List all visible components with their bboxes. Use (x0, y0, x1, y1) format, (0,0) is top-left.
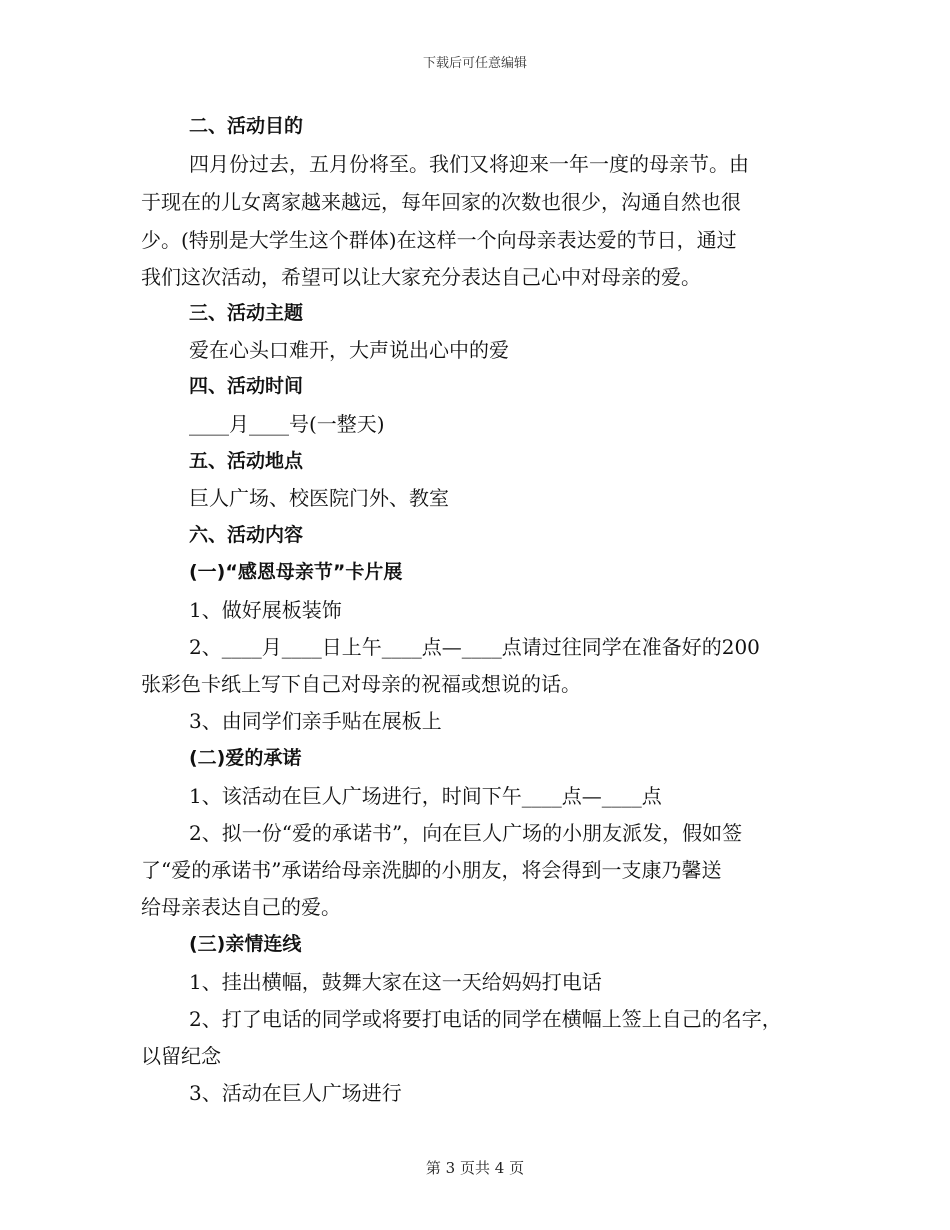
subsection-b-title: (二)爱的承诺 (189, 747, 302, 769)
paragraph-line: 爱在心头口难开，大声说出心中的爱 (189, 338, 509, 362)
paragraph-line: ____月____号(一整天) (189, 412, 385, 436)
section-4-title: 四、活动时间 (189, 375, 304, 397)
paragraph-line: 于现在的儿女离家越来越远，每年回家的次数也很少，沟通自然也很 (141, 190, 741, 214)
paragraph-line: 给母亲表达自己的爱。 (141, 895, 341, 919)
paragraph-line: 四月份过去，五月份将至。我们又将迎来一年一度的母亲节。由 (189, 152, 749, 176)
page-header-note: 下载后可任意编辑 (422, 56, 527, 71)
section-2-title: 二、活动目的 (189, 115, 304, 137)
list-item: 2、____月____日上午____点—____点请过往同学在准备好的200 (189, 635, 760, 659)
list-item: 3、由同学们亲手贴在展板上 (189, 709, 442, 733)
section-6-title: 六、活动内容 (189, 524, 304, 546)
subsection-a-title: (一)“感恩母亲节”卡片展 (189, 561, 403, 583)
paragraph-line: 少。(特别是大学生这个群体)在这样一个向母亲表达爱的节日，通过 (141, 228, 737, 252)
list-item: 1、该活动在巨人广场进行，时间下午____点—____点 (189, 784, 662, 808)
list-item: 3、活动在巨人广场进行 (189, 1081, 402, 1105)
paragraph-line: 张彩色卡纸上写下自己对母亲的祝福或想说的话。 (141, 672, 581, 696)
page-number: 第 3 页共 4 页 (425, 1159, 525, 1177)
section-3-title: 三、活动主题 (189, 302, 304, 324)
paragraph-line: 巨人广场、校医院门外、教室 (189, 486, 449, 510)
list-item: 1、做好展板装饰 (189, 598, 342, 622)
paragraph-line: 我们这次活动，希望可以让大家充分表达自己心中对母亲的爱。 (141, 265, 701, 289)
list-item: 1、挂出横幅，鼓舞大家在这一天给妈妈打电话 (189, 970, 602, 994)
paragraph-line: 了“爱的承诺书”承诺给母亲洗脚的小朋友，将会得到一支康乃馨送 (141, 858, 722, 882)
list-item: 2、打了电话的同学或将要打电话的同学在横幅上签上自己的名字， (189, 1007, 782, 1031)
section-5-title: 五、活动地点 (189, 450, 304, 472)
paragraph-line: 以留纪念 (141, 1044, 221, 1068)
subsection-c-title: (三)亲情连线 (189, 933, 302, 955)
list-item: 2、拟一份“爱的承诺书”，向在巨人广场的小朋友派发，假如签 (189, 821, 743, 845)
